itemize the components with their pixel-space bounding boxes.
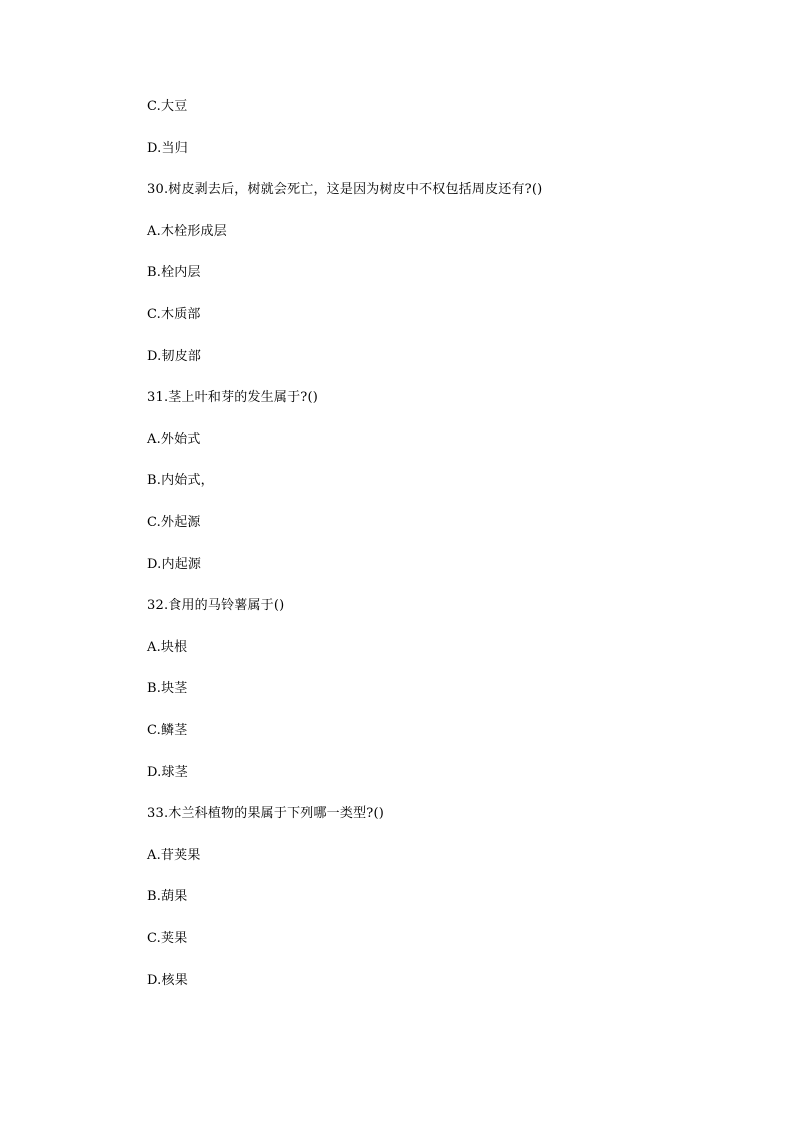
option-a-q31: A.外始式 (147, 432, 201, 447)
option-d-q32: D.球茎 (147, 765, 188, 780)
question-33: 33.木兰科植物的果属于下列哪一类型?() (147, 806, 384, 821)
option-d-q30: D.韧皮部 (147, 349, 202, 364)
question-31: 31.茎上叶和芽的发生属于?() (147, 390, 318, 405)
option-d-q31: D.内起源 (147, 557, 202, 572)
option-b-q32: B.块茎 (147, 681, 188, 696)
option-c-q33: C.荚果 (147, 931, 188, 946)
question-32: 32.食用的马铃薯属于() (147, 598, 285, 613)
option-c-q30: C.木质部 (147, 307, 201, 322)
option-c-q32: C.鳞茎 (147, 723, 188, 738)
option-c-q29: C.大豆 (147, 99, 188, 114)
option-d-q29: D.当归 (147, 141, 188, 156)
option-b-q31: B.内始式， (147, 473, 214, 488)
option-a-q32: A.块根 (147, 640, 188, 655)
question-30: 30.树皮剥去后，树就会死亡，这是因为树皮中不权包括周皮还有?() (147, 182, 543, 197)
option-d-q33: D.核果 (147, 973, 188, 988)
option-c-q31: C.外起源 (147, 515, 201, 530)
option-b-q30: B.栓内层 (147, 265, 201, 280)
option-a-q33: A.苷荚果 (147, 848, 201, 863)
option-b-q33: B.葫果 (147, 889, 188, 904)
option-a-q30: A.木栓形成层 (147, 224, 227, 239)
